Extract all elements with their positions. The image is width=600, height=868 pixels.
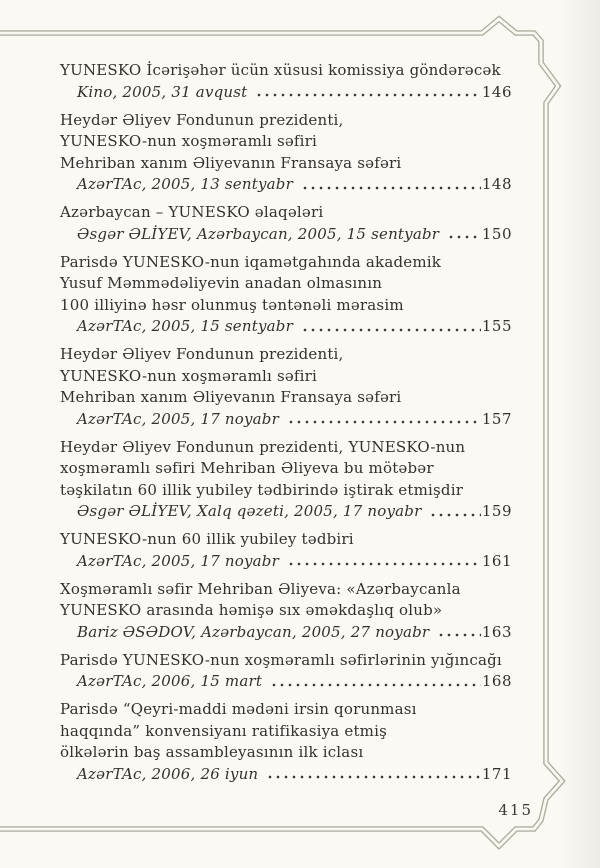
toc-entry-source: AzərTAc, 2006, 26 iyun — [77, 764, 259, 783]
toc-entry-title — [60, 110, 512, 175]
toc-entry-title-line: Mehriban xanım Əliyevanın Fransaya səfəri — [60, 388, 402, 406]
dot-leader — [437, 622, 481, 644]
toc-entry-source: AzərTAc, 2005, 17 noyabr — [77, 551, 279, 570]
toc-entry-byline — [60, 622, 512, 644]
toc-entry-page-number: 150 — [481, 224, 512, 243]
toc-entry-title-line: Heydər Əliyev Fondunun prezidenti, — [60, 345, 344, 363]
toc-entry — [60, 699, 512, 785]
page-number: 415 — [498, 801, 533, 819]
toc-entry-title-line: YUNESKO-nun xoşməramlı səfiri — [60, 366, 318, 385]
dot-leader — [270, 671, 481, 693]
toc-entry-title — [60, 202, 512, 224]
toc-entry-source: AzərTAc, 2006, 15 mart — [77, 672, 263, 690]
toc-entry-source: Əsgər ƏLİYEV, Azərbaycan, 2005, 15 sentyabr — [77, 224, 440, 243]
toc-entry-byline — [60, 224, 512, 246]
toc-entry — [60, 60, 512, 103]
toc-entry-title-line: 100 illiyinə həsr olunmuş təntənəli mərasim — [60, 295, 404, 314]
toc-entry-title-line: Parisdə YUNESKO-nun iqamətgahında akademik — [60, 252, 442, 271]
toc-entry-title-line: Parisdə “Qeyri-maddi mədəni irsin qorunması — [60, 700, 417, 718]
toc-entry-source: AzərTAc, 2005, 13 sentyabr — [77, 175, 293, 193]
dot-leader — [266, 764, 481, 786]
toc-entry-source: AzərTAc, 2005, 15 sentyabr — [77, 317, 293, 335]
dot-leader — [255, 82, 480, 104]
toc-entry-title-line: YUNESKO arasında həmişə sıx əməkdaşlıq olub» — [60, 601, 443, 619]
toc-entry-title-line: YUNESKO İcərişəhər ücün xüsusi komissiya göndərəcək — [60, 61, 501, 79]
toc-entry-title-line: YUNESKO-nun 60 illik yubiley tədbiri — [60, 530, 354, 548]
toc-entry — [60, 202, 512, 245]
dot-leader — [301, 316, 481, 338]
toc-entry-title — [60, 579, 512, 622]
toc-entry-title — [60, 650, 512, 672]
toc-entry-page-number: 168 — [481, 672, 512, 690]
dot-leader — [429, 501, 480, 523]
toc-entry — [60, 650, 512, 693]
toc-entry — [60, 252, 512, 338]
toc-entry-byline — [60, 551, 512, 573]
toc-entry-title-line: təşkilatın 60 illik yubiley tədbirində iştirak etmişdir — [60, 480, 464, 499]
scan-edge-shading — [558, 0, 600, 868]
toc-entry — [60, 110, 512, 196]
toc-entry-byline — [60, 174, 512, 196]
toc-entry — [60, 437, 512, 523]
toc-list — [60, 60, 512, 792]
toc-entry-title-line: Parisdə YUNESKO-nun xoşməramlı səfirlərinin yığıncağı — [60, 650, 502, 669]
toc-entry-title-line: Mehriban xanım Əliyevanın Fransaya səfəri — [60, 153, 402, 172]
toc-entry-page-number: 155 — [481, 317, 512, 335]
toc-entry-title — [60, 437, 512, 502]
toc-entry-source: AzərTAc, 2005, 17 noyabr — [77, 409, 279, 428]
toc-entry — [60, 344, 512, 430]
toc-entry-page-number: 159 — [481, 502, 512, 520]
toc-entry-page-number: 157 — [481, 409, 512, 428]
toc-entry-title-line: haqqında” konvensiyanı ratifikasiya etmiş — [60, 721, 388, 740]
toc-entry-title — [60, 699, 512, 764]
toc-entry — [60, 579, 512, 644]
toc-entry-title-line: xoşməramlı səfiri Mehriban Əliyeva bu mötəbər — [60, 459, 434, 477]
toc-entry-title-line: Xoşməramlı səfir Mehriban Əliyeva: «Azərbaycanla — [60, 579, 461, 598]
toc-entry-byline — [60, 764, 512, 786]
toc-entry-byline — [60, 82, 512, 104]
dot-leader — [287, 551, 481, 573]
toc-entry-byline — [60, 316, 512, 338]
toc-entry-page-number: 146 — [481, 82, 512, 101]
toc-entry-source: Kino, 2005, 31 avqust — [77, 82, 248, 101]
toc-entry-byline — [60, 671, 512, 693]
toc-entry-title — [60, 252, 512, 317]
dot-leader — [287, 409, 481, 431]
toc-entry-title-line: Yusuf Məmmədəliyevin anadan olmasının — [60, 274, 383, 292]
toc-entry-page-number: 161 — [481, 551, 512, 570]
toc-entry-page-number: 148 — [481, 175, 512, 193]
toc-entry-title — [60, 344, 512, 409]
toc-entry-page-number: 171 — [481, 764, 512, 783]
toc-entry-byline — [60, 501, 512, 523]
dot-leader — [301, 174, 481, 196]
toc-entry-title-line: YUNESKO-nun xoşməramlı səfiri — [60, 132, 318, 150]
toc-entry-source: Bariz ƏSƏDOV, Azərbaycan, 2005, 27 noyabr — [77, 622, 430, 641]
toc-entry-title — [60, 60, 512, 82]
toc-entry-title-line: Azərbaycan – YUNESKO əlaqələri — [60, 203, 324, 221]
toc-entry-title-line: ölkələrin baş assambleyasının ilk iclası — [60, 743, 364, 761]
toc-entry-byline — [60, 409, 512, 431]
toc-entry-page-number: 163 — [481, 622, 512, 641]
toc-entry-title-line: Heydər Əliyev Fondunun prezidenti, — [60, 110, 344, 129]
toc-entry-title-line: Heydər Əliyev Fondunun prezidenti, YUNESKO-nun — [60, 437, 466, 456]
dot-leader — [447, 224, 481, 246]
toc-entry — [60, 529, 512, 572]
toc-entry-source: Əsgər ƏLİYEV, Xalq qəzeti, 2005, 17 noyabr — [77, 502, 422, 520]
toc-entry-title — [60, 529, 512, 551]
